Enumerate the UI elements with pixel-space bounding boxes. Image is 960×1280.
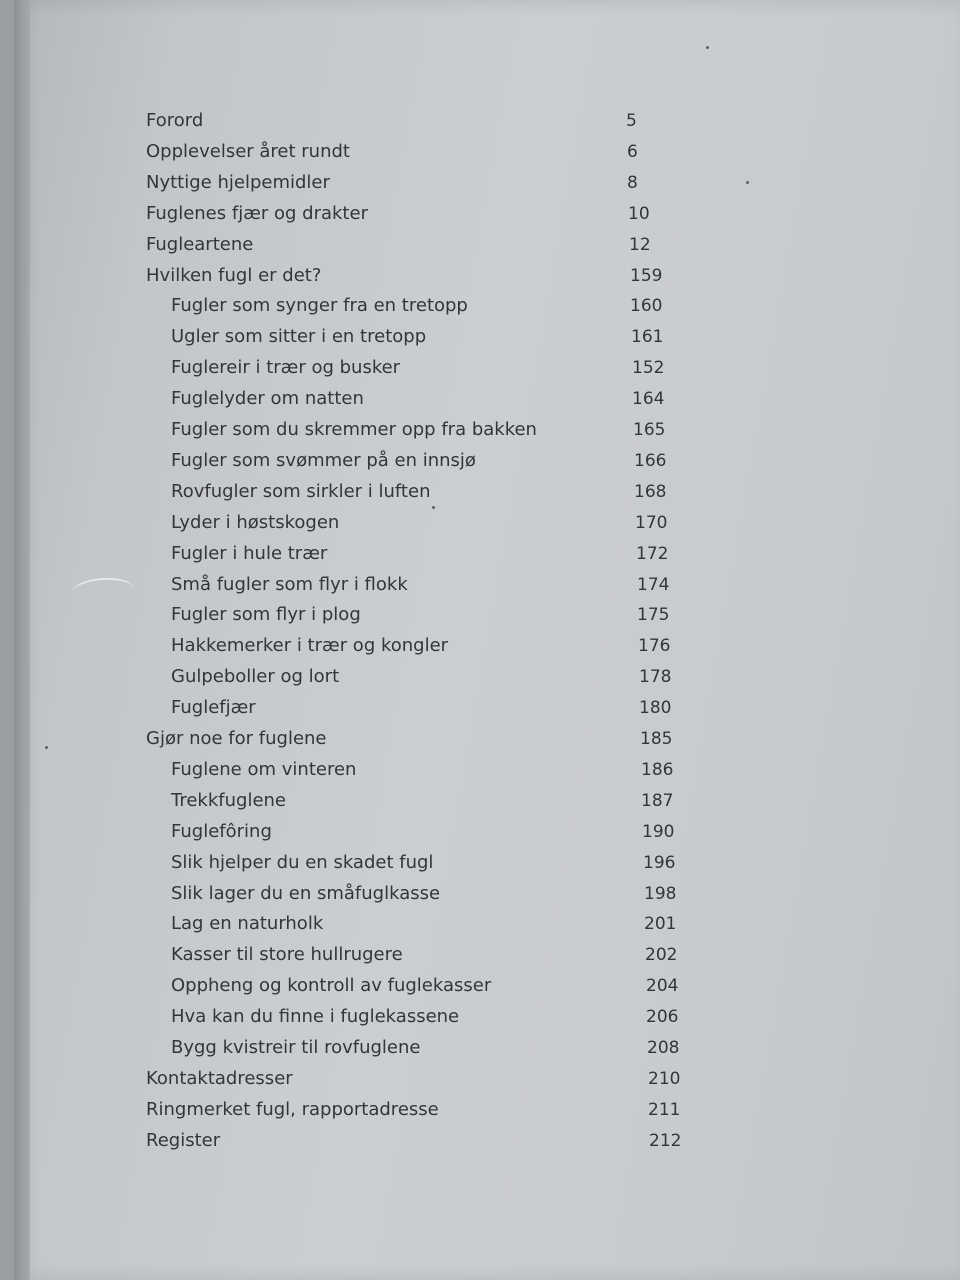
- toc-entry-title: Forord: [146, 110, 204, 131]
- toc-entry-title: Bygg kvistreir til rovfuglene: [171, 1037, 421, 1058]
- toc-entry-title: Lag en naturholk: [171, 913, 324, 934]
- toc-entry-page: 211: [648, 1100, 681, 1120]
- toc-entry-title: Nyttige hjelpemidler: [146, 172, 330, 193]
- toc-entry-title: Kasser til store hullrugere: [171, 944, 403, 965]
- toc-entry-title: Slik lager du en småfuglkasse: [171, 883, 441, 904]
- toc-entry-page: 174: [637, 575, 670, 595]
- toc-entry-page: 159: [630, 266, 663, 286]
- toc-entry-title: Ringmerket fugl, rapportadresse: [146, 1099, 439, 1120]
- toc-entry-title: Fugler som synger fra en tretopp: [171, 295, 468, 316]
- toc-entry-title: Fugler som svømmer på en innsjø: [171, 450, 476, 471]
- toc-entry-page: 152: [632, 358, 665, 378]
- toc-entry-title: Hakkemerker i trær og kongler: [171, 635, 449, 656]
- toc-entry-page: 12: [629, 235, 651, 255]
- toc-entry-title: Ugler som sitter i en tretopp: [171, 326, 427, 347]
- toc-entry-title: Hvilken fugl er det?: [146, 265, 322, 286]
- toc-entry-title: Trekkfuglene: [171, 790, 287, 811]
- toc-entry-page: 5: [626, 111, 637, 131]
- toc-entry-page: 176: [638, 636, 671, 656]
- toc-entry-title: Register: [146, 1130, 221, 1151]
- toc-entry-page: 186: [641, 760, 674, 780]
- toc-entry-page: 160: [630, 296, 663, 316]
- toc-entry-page: 165: [633, 420, 666, 440]
- toc-entry-page: 208: [647, 1038, 680, 1058]
- toc-entry-title: Oppheng og kontroll av fuglekasser: [171, 975, 492, 996]
- toc-entry-title: Fuglereir i trær og busker: [171, 357, 401, 378]
- toc-entry-page: 175: [637, 605, 670, 625]
- toc-entry-page: 166: [634, 451, 667, 471]
- toc-entry-title: Hva kan du finne i fuglekassene: [171, 1006, 460, 1027]
- toc-entry-title: Fugler som du skremmer opp fra bakken: [171, 419, 537, 440]
- toc-entry-title: Små fugler som flyr i flokk: [171, 574, 408, 595]
- toc-entry-title: Fugler i hule trær: [171, 543, 328, 564]
- toc-entry-page: 6: [627, 142, 638, 162]
- toc-entry-page: 180: [639, 698, 672, 718]
- toc-entry-title: Fuglelyder om natten: [171, 388, 364, 409]
- toc-entry-title: Fuglefjær: [171, 697, 256, 718]
- toc-entry-title: Gjør noe for fuglene: [146, 728, 327, 749]
- toc-entry-title: Fuglenes fjær og drakter: [146, 203, 368, 224]
- toc-entry-title: Lyder i høstskogen: [171, 512, 340, 533]
- toc-entry-page: 168: [634, 482, 667, 502]
- toc-entry-page: 161: [631, 327, 664, 347]
- toc-entry-title: Opplevelser året rundt: [146, 141, 350, 162]
- toc-entry-page: 198: [644, 884, 677, 904]
- toc-entry-title: Gulpeboller og lort: [171, 666, 340, 687]
- toc-entry-title: Slik hjelper du en skadet fugl: [171, 852, 434, 873]
- toc-entry-page: 164: [632, 389, 665, 409]
- toc-entry-page: 204: [646, 976, 679, 996]
- toc-entry-page: 178: [639, 667, 672, 687]
- toc-entry-page: 8: [627, 173, 638, 193]
- toc-entry-page: 190: [642, 822, 675, 842]
- toc-entry-page: 210: [648, 1069, 681, 1089]
- toc-entry-title: Fuglefôring: [171, 821, 272, 842]
- toc-entry-title: Kontaktadresser: [146, 1068, 293, 1089]
- toc-entry-page: 172: [636, 544, 669, 564]
- toc-entry-title: Fuglene om vinteren: [171, 759, 357, 780]
- toc-entry-page: 10: [628, 204, 650, 224]
- toc-entry-title: Fugleartene: [146, 234, 254, 255]
- toc-entry-page: 196: [643, 853, 676, 873]
- toc-entry-title: Fugler som flyr i plog: [171, 604, 361, 625]
- toc-entry-page: 185: [640, 729, 673, 749]
- toc-entry-title: Rovfugler som sirkler i luften: [171, 481, 431, 502]
- toc-entry-page: 212: [649, 1131, 682, 1151]
- toc-entry-page: 170: [635, 513, 668, 533]
- toc-entry-page: 187: [641, 791, 674, 811]
- toc-entry-page: 202: [645, 945, 678, 965]
- toc-entry-page: 201: [644, 914, 677, 934]
- toc-entry-page: 206: [646, 1007, 679, 1027]
